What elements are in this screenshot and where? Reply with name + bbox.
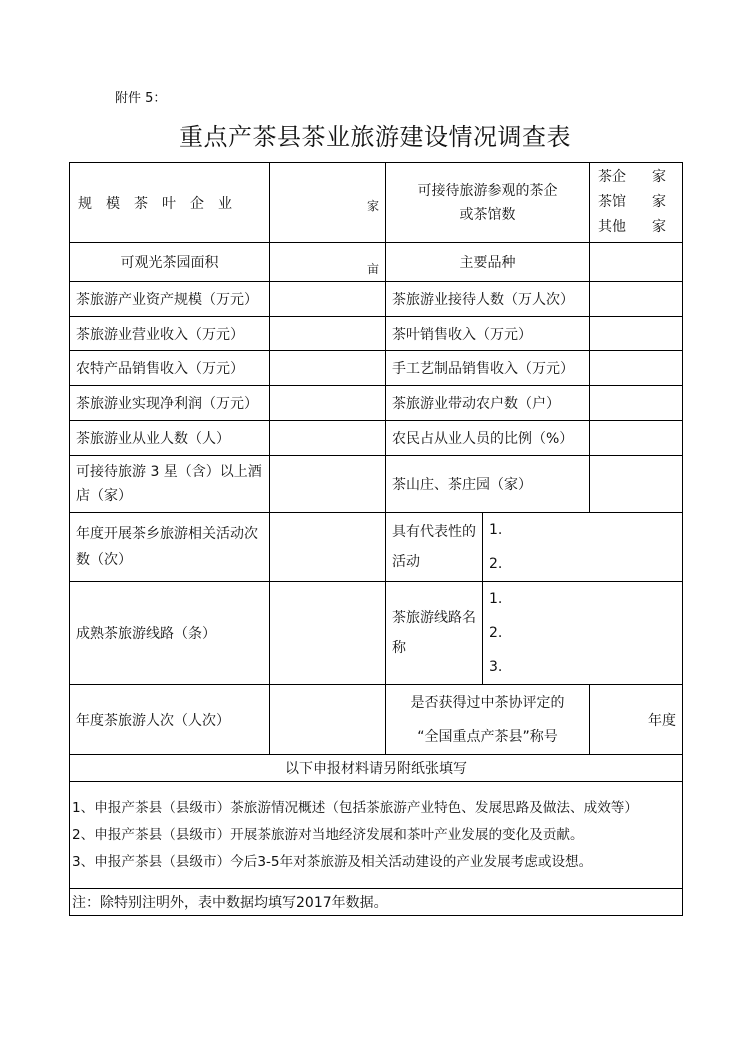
table-row (70, 889, 683, 916)
unit-label: 家 (366, 199, 379, 213)
table-row (70, 513, 683, 582)
pair-left-label: 茶旅游业营业收入（万元） (70, 317, 270, 351)
route-names-list[interactable] (483, 582, 683, 685)
annual-visitors-label: 年度茶旅游人次（人次） (70, 685, 270, 755)
pair-left-input[interactable] (270, 421, 386, 456)
attachment-label: 附件 5： (115, 91, 167, 106)
tea-garden-area-input[interactable] (270, 243, 386, 282)
pair-right-label: 茶旅游业带动农户数（户） (386, 386, 590, 421)
tour-teahouse-label (386, 163, 590, 243)
pair-right-label: 茶山庄、茶庄园（家） (386, 456, 590, 513)
type-tea-enterprise: 茶企 家 (598, 169, 666, 185)
materials-list (70, 782, 683, 889)
national-county-title-label (386, 685, 590, 755)
scale-enterprises-input[interactable] (270, 163, 386, 243)
material-item-2: 2、申报产茶县（县级市）开展茶旅游对当地经济发展和茶叶产业发展的变化及贡献。 (72, 826, 584, 843)
tea-garden-area-label: 可观光茶园面积 (70, 243, 270, 282)
material-item-1: 1、申报产茶县（县级市）茶旅游情况概述（包括茶旅游产业特色、发展思路及做法、成效等） (72, 799, 638, 816)
pair-right-input[interactable] (590, 386, 683, 421)
pair-right-label: 茶旅游业接待人数（万人次） (386, 282, 590, 317)
table-row (70, 456, 683, 513)
pair-left-label: 可接待旅游 3 星（含）以上酒店（家） (70, 456, 270, 513)
type-teahouse: 茶馆 家 (598, 194, 666, 210)
pair-left-input[interactable] (270, 282, 386, 317)
table-row (70, 351, 683, 386)
routes-count-label: 成熟茶旅游线路（条） (70, 582, 270, 685)
pair-left-label: 茶旅游业实现净利润（万元） (70, 386, 270, 421)
pair-left-label: 茶旅游业从业人数（人） (70, 421, 270, 456)
form-title: 重点产茶县茶业旅游建设情况调查表 (179, 123, 571, 151)
table-row (70, 582, 683, 685)
survey-table (69, 162, 683, 916)
unit-label: 亩 (366, 262, 379, 276)
material-item-3: 3、申报产茶县（县级市）今后3-5年对茶旅游及相关活动建设的产业发展考虑或设想。 (72, 853, 593, 870)
pair-right-input[interactable] (590, 456, 683, 513)
pair-right-input[interactable] (590, 351, 683, 386)
tour-teahouse-text: 可接待旅游参观的茶企或茶馆数 (417, 182, 558, 223)
year-label: 年度 (648, 712, 676, 729)
pair-right-label: 农民占从业人员的比例（%） (386, 421, 590, 456)
pair-left-input[interactable] (270, 351, 386, 386)
annual-visitors-input[interactable] (270, 685, 386, 755)
pair-left-input[interactable] (270, 317, 386, 351)
main-varieties-input[interactable] (590, 243, 683, 282)
list-item: 2. (489, 556, 503, 572)
table-row (70, 685, 683, 755)
pair-left-input[interactable] (270, 456, 386, 513)
pair-right-input[interactable] (590, 282, 683, 317)
pair-right-label: 茶叶销售收入（万元） (386, 317, 590, 351)
activities-count-input[interactable] (270, 513, 386, 582)
attach-notice: 以下申报材料请另附纸张填写 (70, 755, 683, 782)
routes-count-input[interactable] (270, 582, 386, 685)
representative-activities-label: 具有代表性的活动 (386, 513, 483, 582)
table-row (70, 421, 683, 456)
list-item: 2. (489, 625, 503, 641)
type-other: 其他 家 (598, 219, 666, 235)
route-names-label: 茶旅游线路名称 (386, 582, 483, 685)
table-row (70, 386, 683, 421)
table-row (70, 163, 683, 243)
footnote: 注：除特别注明外，表中数据均填写2017年数据。 (70, 889, 683, 916)
title-question-line1: 是否获得过中茶协评定的 (410, 694, 565, 711)
table-row (70, 317, 683, 351)
pair-left-input[interactable] (270, 386, 386, 421)
main-varieties-label: 主要品种 (386, 243, 590, 282)
pair-left-label: 茶旅游产业资产规模（万元） (70, 282, 270, 317)
representative-activities-list[interactable] (483, 513, 683, 582)
title-question-line2: “全国重点产茶县”称号 (417, 728, 558, 745)
award-year-input[interactable] (590, 685, 683, 755)
pair-right-input[interactable] (590, 421, 683, 456)
list-item: 1. (489, 522, 503, 538)
table-row (70, 282, 683, 317)
tour-teahouse-types[interactable] (590, 163, 683, 243)
table-row (70, 243, 683, 282)
pair-right-label: 手工艺制品销售收入（万元） (386, 351, 590, 386)
table-row (70, 782, 683, 889)
list-item: 3. (489, 659, 503, 675)
scale-enterprises-label: 规模茶叶企业 (70, 163, 270, 243)
list-item: 1. (489, 591, 503, 607)
pair-left-label: 农特产品销售收入（万元） (70, 351, 270, 386)
pair-right-input[interactable] (590, 317, 683, 351)
table-row (70, 755, 683, 782)
activities-count-label: 年度开展茶乡旅游相关活动次数（次） (70, 513, 270, 582)
